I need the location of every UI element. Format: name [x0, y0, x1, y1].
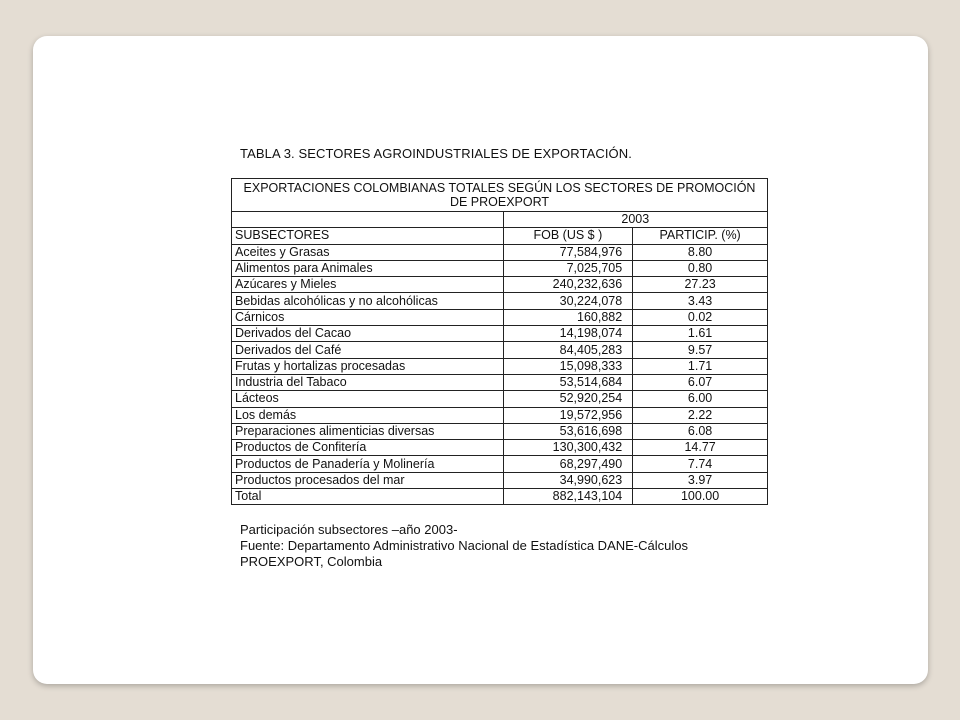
fob-cell: 68,297,490	[503, 456, 633, 472]
particip-cell: 6.07	[633, 374, 768, 390]
table-row	[232, 309, 768, 325]
fob-cell: 130,300,432	[503, 440, 633, 456]
fob-cell: 240,232,636	[503, 277, 633, 293]
table-row	[232, 456, 768, 472]
subsector-cell: Bebidas alcohólicas y no alcohólicas	[232, 293, 504, 309]
fob-cell: 15,098,333	[503, 358, 633, 374]
particip-cell: 0.02	[633, 309, 768, 325]
exports-table	[231, 178, 768, 505]
table-column-header-row	[232, 228, 768, 244]
table-row	[232, 277, 768, 293]
particip-cell: 2.22	[633, 407, 768, 423]
particip-cell: 9.57	[633, 342, 768, 358]
fob-cell: 52,920,254	[503, 391, 633, 407]
table-row	[232, 391, 768, 407]
subsector-cell: Productos de Panadería y Molinería	[232, 456, 504, 472]
table-title: TABLA 3. SECTORES AGROINDUSTRIALES DE EXPORTACIÓN.	[240, 146, 632, 161]
fob-cell: 84,405,283	[503, 342, 633, 358]
fob-cell: 34,990,623	[503, 472, 633, 488]
fob-cell: 53,616,698	[503, 423, 633, 439]
subsector-cell: Preparaciones alimenticias diversas	[232, 423, 504, 439]
particip-cell: 8.80	[633, 244, 768, 260]
particip-cell: 3.97	[633, 472, 768, 488]
table-main-header: EXPORTACIONES COLOMBIANAS TOTALES SEGÚN LOS SECTORES DE PROMOCIÓN DE PROEXPORT	[232, 179, 768, 212]
particip-header: PARTICIP. (%)	[633, 228, 768, 244]
table-row	[232, 472, 768, 488]
particip-cell: 6.08	[633, 423, 768, 439]
table-notes	[240, 522, 688, 570]
note-participation: Participación subsectores –año 2003-	[240, 522, 458, 537]
fob-cell: 19,572,956	[503, 407, 633, 423]
subsector-cell: Derivados del Cacao	[232, 326, 504, 342]
particip-cell: 0.80	[633, 260, 768, 276]
particip-cell: 7.74	[633, 456, 768, 472]
fob-header: FOB (US $ )	[503, 228, 633, 244]
subsector-cell: Alimentos para Animales	[232, 260, 504, 276]
table-row	[232, 440, 768, 456]
subsector-header: SUBSECTORES	[232, 228, 504, 244]
particip-cell: 27.23	[633, 277, 768, 293]
table-row	[232, 374, 768, 390]
particip-cell: 1.61	[633, 326, 768, 342]
particip-cell: 100.00	[633, 489, 768, 505]
fob-cell: 53,514,684	[503, 374, 633, 390]
subsector-cell: Aceites y Grasas	[232, 244, 504, 260]
fob-cell: 14,198,074	[503, 326, 633, 342]
fob-cell: 30,224,078	[503, 293, 633, 309]
table-row	[232, 407, 768, 423]
table-row	[232, 244, 768, 260]
table-year-row	[232, 212, 768, 228]
table-main-header-row	[232, 179, 768, 212]
particip-cell: 1.71	[633, 358, 768, 374]
subsector-cell: Los demás	[232, 407, 504, 423]
fob-cell: 7,025,705	[503, 260, 633, 276]
subsector-cell: Frutas y hortalizas procesadas	[232, 358, 504, 374]
subsector-cell: Lácteos	[232, 391, 504, 407]
fob-cell: 77,584,976	[503, 244, 633, 260]
particip-cell: 3.43	[633, 293, 768, 309]
subsector-cell: Derivados del Café	[232, 342, 504, 358]
table-row	[232, 423, 768, 439]
particip-cell: 14.77	[633, 440, 768, 456]
fob-cell: 882,143,104	[503, 489, 633, 505]
subsector-cell: Total	[232, 489, 504, 505]
particip-cell: 6.00	[633, 391, 768, 407]
subsector-cell: Industria del Tabaco	[232, 374, 504, 390]
table-row	[232, 326, 768, 342]
table-row	[232, 342, 768, 358]
fob-cell: 160,882	[503, 309, 633, 325]
table-row	[232, 260, 768, 276]
table-row	[232, 293, 768, 309]
table-row	[232, 358, 768, 374]
table-body	[232, 244, 768, 505]
table-empty-cell	[232, 212, 504, 228]
note-source: Fuente: Departamento Administrativo Nacional de Estadística DANE-Cálculos	[240, 538, 688, 553]
note-source-cont: PROEXPORT, Colombia	[240, 554, 383, 569]
subsector-cell: Productos procesados del mar	[232, 472, 504, 488]
subsector-cell: Azúcares y Mieles	[232, 277, 504, 293]
year-header: 2003	[503, 212, 767, 228]
subsector-cell: Cárnicos	[232, 309, 504, 325]
table-row	[232, 489, 768, 505]
subsector-cell: Productos de Confitería	[232, 440, 504, 456]
